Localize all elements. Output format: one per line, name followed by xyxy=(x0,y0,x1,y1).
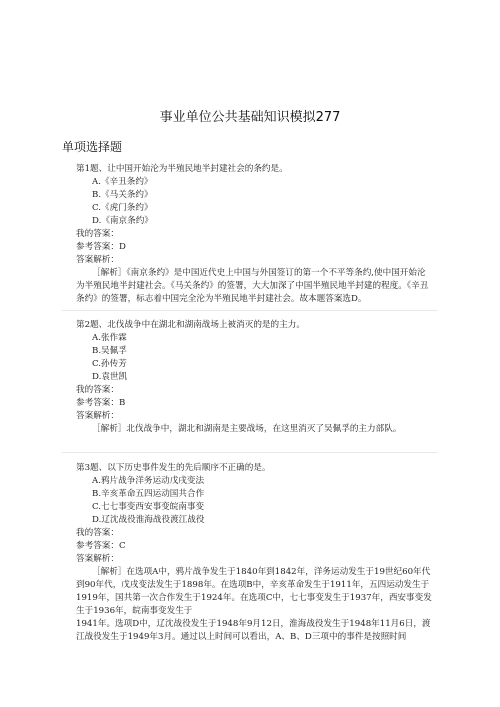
question-2 xyxy=(76,319,432,436)
section-heading: 单项选择题 xyxy=(62,140,123,154)
my-answer: 我的答案： xyxy=(76,528,119,538)
analysis-text: ［解析］《南京条约》是中国近代史上中国与外国签订的第一个不平等条约,使中国开始沦为半殖民地半封建社会。《马关条约》的签署，大大加深了中国半殖民地半封建的程度。《辛丑条约》的签署，标志着中国完全沦为半殖民地半封建社会。故本题答案选D。 xyxy=(76,268,429,304)
reference-answer: 参考答案：B xyxy=(76,398,126,408)
analysis-text: ［解析］在选项A中，鸦片战争发生于1840年到1842年，洋务运动发生于19世纪60年代到90年代，戊戌变法发生于1898年。在选项B中，辛亥革命发生于1911年，五四运动发生于1919年，国共第一次合作发生于1924年。在选项C中，七七事变发生于1937年，西安事变发生于1936年，皖南事变发生于 xyxy=(76,567,432,616)
option-b: B.吴佩孚 xyxy=(92,346,127,356)
question-divider xyxy=(62,452,438,453)
reference-answer: 参考答案：C xyxy=(76,541,126,551)
page-title: 事业单位公共基础知识模拟277 xyxy=(159,110,341,125)
option-c: C.七七事变西安事变皖南事变 xyxy=(92,502,205,512)
my-answer: 我的答案： xyxy=(76,229,119,239)
option-c: C.《虎门条约》 xyxy=(92,203,153,213)
analysis-label: 答案解析： xyxy=(76,554,119,564)
option-b: B.辛亥革命五四运动国共合作 xyxy=(92,489,205,499)
question-stem: 第1题、让中国开始沦为半殖民地半封建社会的条约是。 xyxy=(76,164,288,174)
option-a: A.张作霖 xyxy=(92,333,127,343)
analysis-label: 答案解析： xyxy=(76,411,119,421)
question-divider xyxy=(62,310,438,311)
option-a: A.鸦片战争洋务运动戊戌变法 xyxy=(92,476,205,486)
question-stem: 第2题、北伐战争中在湖北和湖南战场上被消灭的是的主力。 xyxy=(76,320,305,330)
question-3 xyxy=(76,462,432,644)
option-d: D.袁世凯 xyxy=(92,372,128,382)
reference-answer: 参考答案：D xyxy=(76,242,126,252)
question-stem: 第3题、以下历史事件发生的先后顺序不正确的是。 xyxy=(76,463,271,473)
analysis-text: ［解析］北伐战争中，湖北和湖南是主要战场，在这里消灭了吴佩孚的主力部队。 xyxy=(92,424,402,434)
option-c: C.孙传芳 xyxy=(92,359,127,369)
analysis-text-continued: 1941年。选项D中，辽沈战役发生于1948年9月12日，淮海战役发生于1948年11月6日，渡江战役发生于1949年3月。通过以上时间可以看出，A、B、D三项中的事件是按照时间 xyxy=(76,619,431,642)
option-d: D.《南京条约》 xyxy=(92,216,153,226)
question-1 xyxy=(76,163,432,306)
option-a: A.《辛丑条约》 xyxy=(92,177,153,187)
option-d: D.辽沈战役淮海战役渡江战役 xyxy=(92,515,205,525)
option-b: B.《马关条约》 xyxy=(92,190,153,200)
analysis-label: 答案解析： xyxy=(76,255,119,265)
my-answer: 我的答案： xyxy=(76,385,119,395)
